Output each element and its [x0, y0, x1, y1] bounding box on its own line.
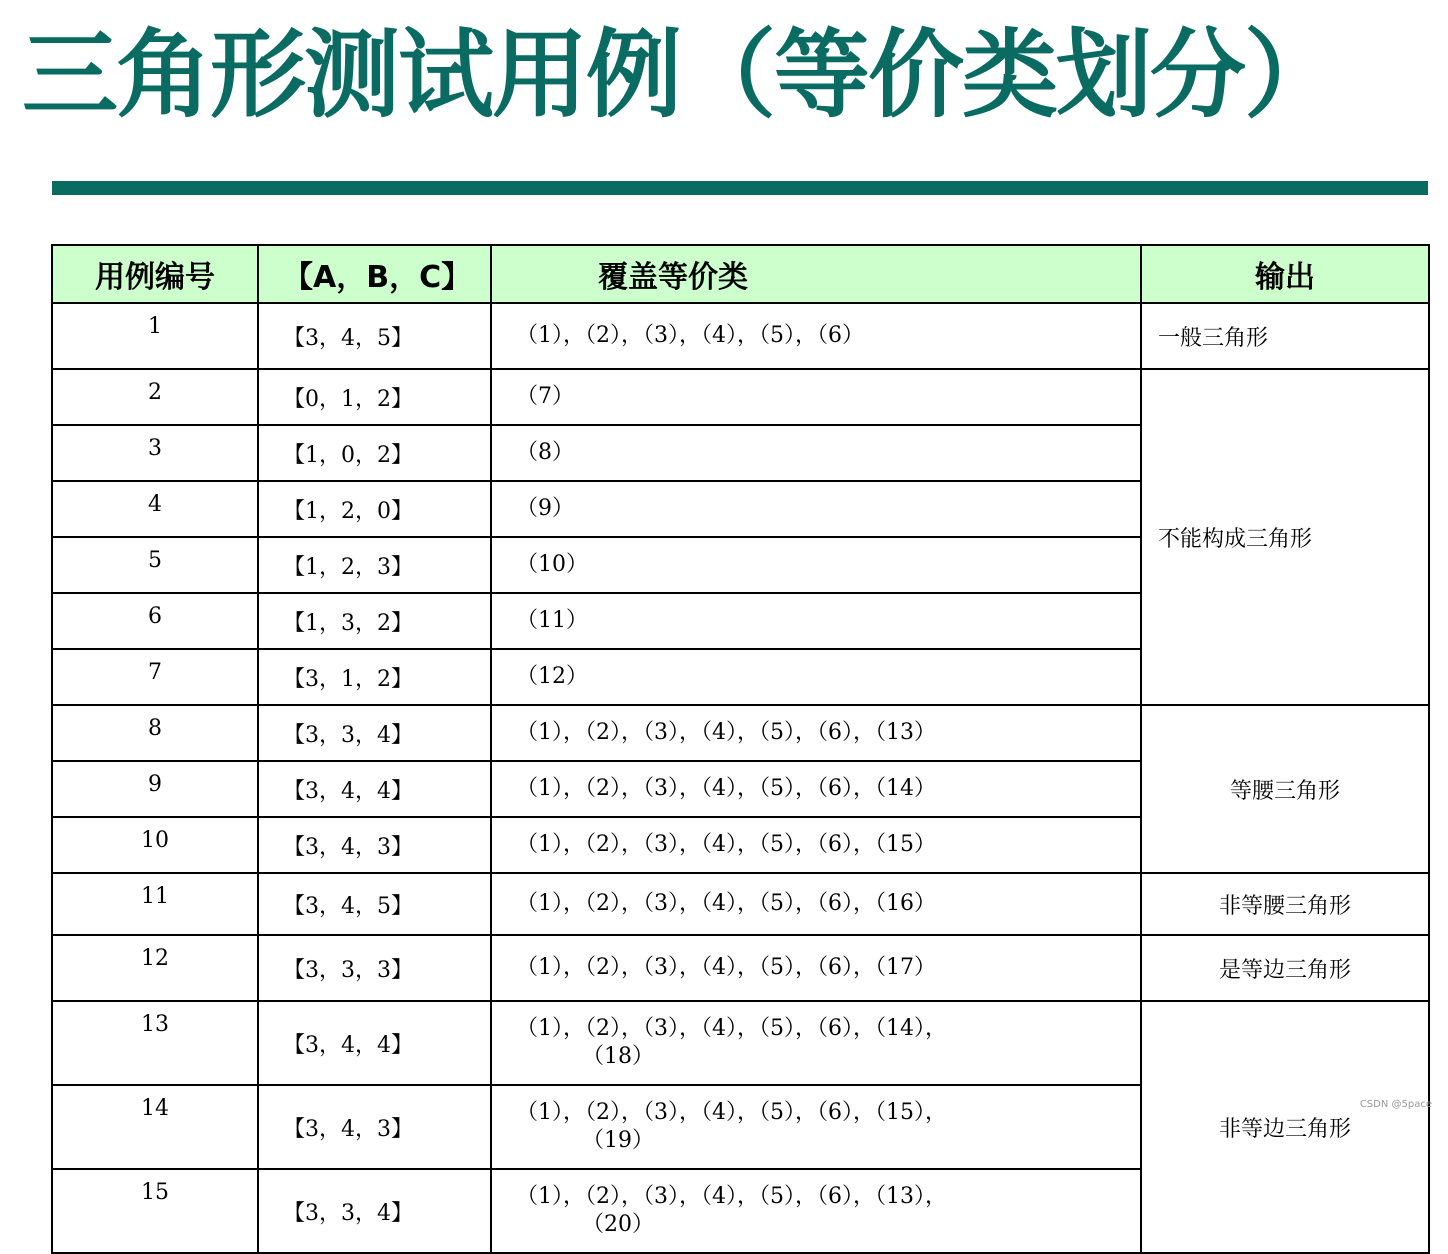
- case-input: 【3，4，5】: [258, 303, 491, 369]
- coverage-line: （18）: [582, 1044, 654, 1069]
- table-row: [52, 1001, 1429, 1085]
- case-coverage: （1），（2），（3），（4），（5），（6）: [491, 303, 1141, 369]
- case-coverage: （1），（2），（3），（4），（5），（6），（15）: [491, 817, 1141, 873]
- case-output: 非等边三角形: [1141, 1001, 1429, 1253]
- case-coverage: （12）: [491, 649, 1141, 705]
- coverage-line: （19）: [582, 1128, 654, 1153]
- case-id: 13: [52, 1001, 258, 1085]
- case-input: 【3，4，4】: [258, 1001, 491, 1085]
- case-output: 非等腰三角形: [1141, 873, 1429, 935]
- case-input: 【1，2，0】: [258, 481, 491, 537]
- case-input: 【1，2，3】: [258, 537, 491, 593]
- title-divider: [52, 181, 1428, 195]
- case-input: 【3，4，5】: [258, 873, 491, 935]
- case-id: 11: [52, 873, 258, 935]
- case-coverage: （10）: [491, 537, 1141, 593]
- case-id: 4: [52, 481, 258, 537]
- case-output: 等腰三角形: [1141, 705, 1429, 873]
- table-header-row: [52, 245, 1429, 303]
- case-coverage: （1），（2），（3），（4），（5），（6），（17）: [491, 935, 1141, 1001]
- case-id: 14: [52, 1085, 258, 1169]
- header-abc: 【A，B，C】: [258, 245, 491, 303]
- case-coverage: （1），（2），（3），（4），（5），（6），（16）: [491, 873, 1141, 935]
- case-input: 【3，3，3】: [258, 935, 491, 1001]
- case-input: 【3，3，4】: [258, 1169, 491, 1253]
- case-coverage: （9）: [491, 481, 1141, 537]
- case-output: 一般三角形: [1141, 303, 1429, 369]
- case-id: 3: [52, 425, 258, 481]
- case-id: 2: [52, 369, 258, 425]
- case-input: 【3，4，4】: [258, 761, 491, 817]
- case-input: 【3，1，2】: [258, 649, 491, 705]
- case-id: 5: [52, 537, 258, 593]
- header-output: 输出: [1141, 245, 1429, 303]
- case-coverage: [491, 1001, 1141, 1085]
- case-id: 15: [52, 1169, 258, 1253]
- case-coverage: （1），（2），（3），（4），（5），（6），（14）: [491, 761, 1141, 817]
- case-coverage: （7）: [491, 369, 1141, 425]
- table-row: [52, 303, 1429, 369]
- case-input: 【1，3，2】: [258, 593, 491, 649]
- test-case-table: [51, 244, 1430, 1254]
- table-row: [52, 705, 1429, 761]
- table-row: [52, 873, 1429, 935]
- case-id: 6: [52, 593, 258, 649]
- coverage-line: （1），（2），（3），（4），（5），（6），（15），: [516, 1100, 947, 1125]
- case-input: 【3，3，4】: [258, 705, 491, 761]
- case-input: 【1，0，2】: [258, 425, 491, 481]
- watermark: CSDN @5pace: [1359, 1099, 1432, 1110]
- case-id: 9: [52, 761, 258, 817]
- case-coverage: （11）: [491, 593, 1141, 649]
- case-coverage: [491, 1085, 1141, 1169]
- coverage-line: （20）: [582, 1212, 654, 1237]
- case-input: 【3，4，3】: [258, 1085, 491, 1169]
- case-input: 【3，4，3】: [258, 817, 491, 873]
- header-case-id: 用例编号: [52, 245, 258, 303]
- case-id: 7: [52, 649, 258, 705]
- case-input: 【0，1，2】: [258, 369, 491, 425]
- case-id: 12: [52, 935, 258, 1001]
- header-coverage: 覆盖等价类: [491, 245, 1141, 303]
- coverage-line: （1），（2），（3），（4），（5），（6），（14），: [516, 1016, 947, 1041]
- case-coverage: （8）: [491, 425, 1141, 481]
- case-coverage: （1），（2），（3），（4），（5），（6），（13）: [491, 705, 1141, 761]
- case-id: 8: [52, 705, 258, 761]
- table-row: [52, 369, 1429, 425]
- table-row: [52, 935, 1429, 1001]
- case-output: 不能构成三角形: [1141, 369, 1429, 705]
- case-id: 10: [52, 817, 258, 873]
- case-coverage: [491, 1169, 1141, 1253]
- case-id: 1: [52, 303, 258, 369]
- page-title: 三角形测试用例（等价类划分）: [22, 19, 1338, 131]
- case-output: 是等边三角形: [1141, 935, 1429, 1001]
- coverage-line: （1），（2），（3），（4），（5），（6），（13），: [516, 1184, 947, 1209]
